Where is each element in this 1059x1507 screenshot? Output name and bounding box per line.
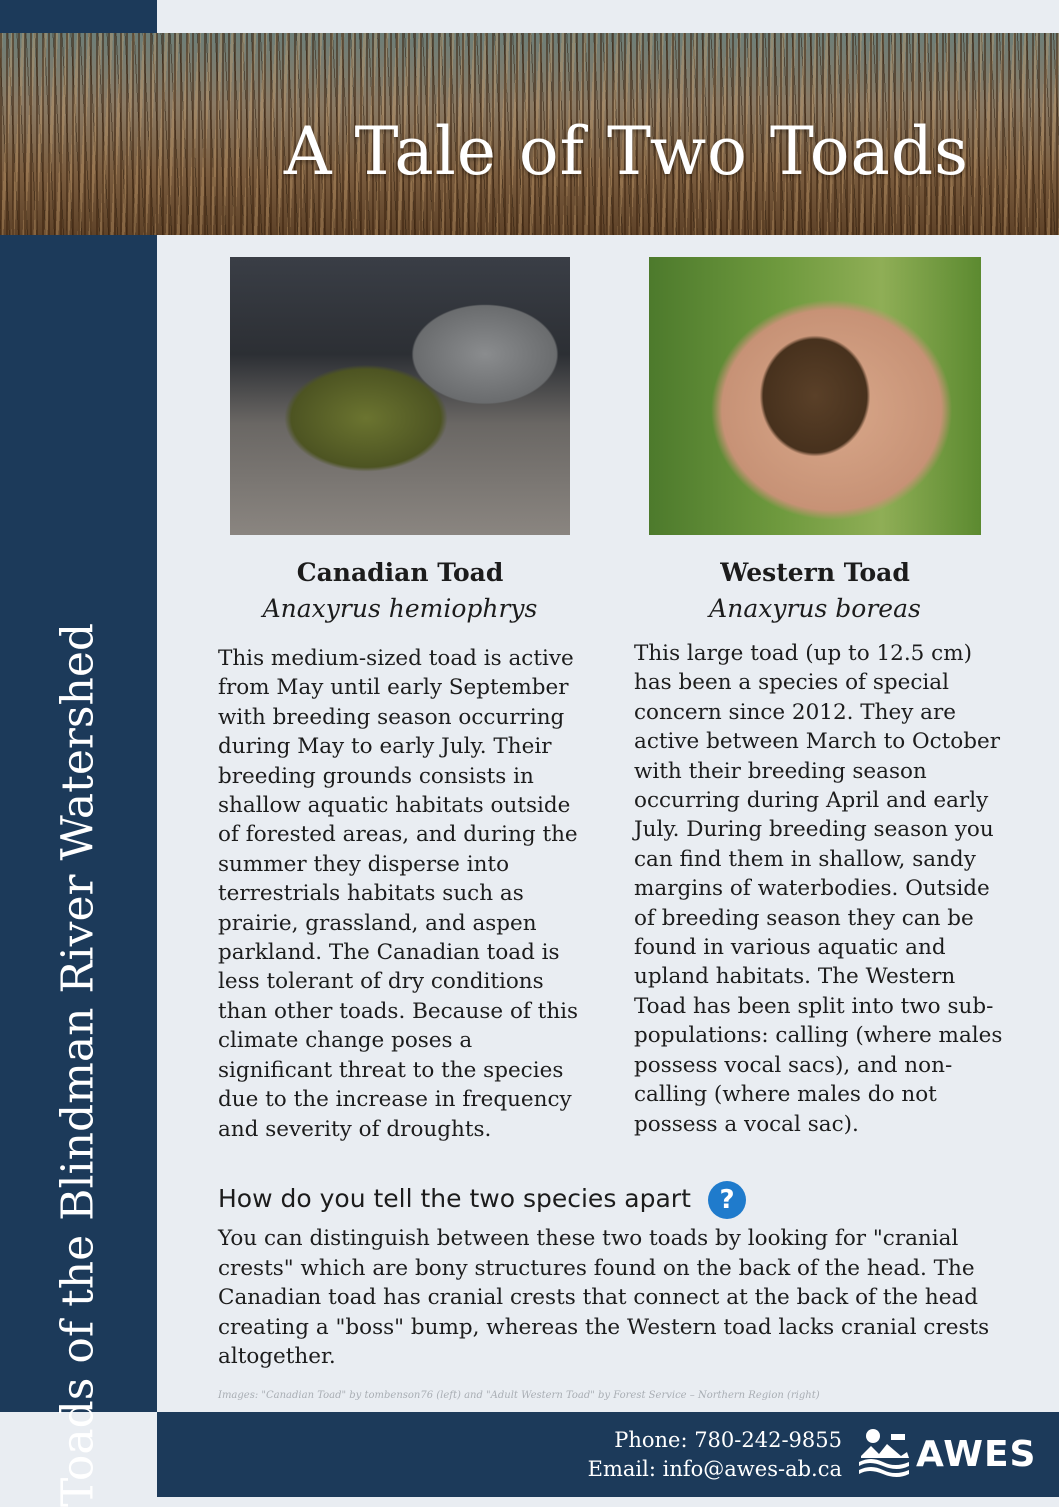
sidebar (0, 235, 157, 1507)
email-text: Email: info@awes-ab.ca (587, 1457, 842, 1481)
awes-logo-icon (857, 1426, 912, 1480)
comparison-answer: You can distinguish between these two toads by looking for "cranial crests" which are bony structures found on the back of the head. The Canadian toad has cranial crests that connect at the back of the head creating a "boss" bump, whereas the Western toad lacks cranial crests altogether. (218, 1226, 990, 1370)
phone-text: Phone: 780-242-9855 (614, 1428, 842, 1452)
canadian-toad-description: This medium-sized toad is active from May until early September with breeding season occurring during May to early July. Their breeding grounds consists in shallow aquatic habitats outside of forested areas, and during the summer they disperse into terrestrials habitats such as prairie, grassland, and aspen parkland. The Canadian toad is less tolerant of dry conditions than other toads. Because of this climate change poses a significant threat to the species due to the increase in frequency and severity of droughts. (218, 646, 579, 1142)
comparison-question: How do you tell the two species apart (218, 1184, 691, 1213)
canadian-toad-scientific-name: Anaxyrus hemiophrys (262, 594, 538, 623)
canadian-toad-photo (230, 257, 570, 535)
canadian-toad-name: Canadian Toad (296, 558, 504, 587)
western-toad-photo (649, 257, 981, 535)
western-toad-description: This large toad (up to 12.5 cm) has been a species of special concern since 2012. They are active between March to October with their breeding season occurring during April and early July. During breeding season you can find them in shallow, sandy margins of waterbodies. Outside of breeding season they can be found in various aquatic and upland habitats. The Western Toad has been split into two sub-populations: calling (where males possess vocal sacs), and non-calling (where males do not possess a vocal sac). (634, 641, 1003, 1137)
header-banner (0, 33, 1059, 235)
western-toad-scientific-name: Anaxyrus boreas (709, 594, 921, 623)
contact-info (588, 1426, 842, 1484)
footer (157, 1412, 1059, 1497)
sidebar-title: Toads of the Blindman River Watershed (52, 622, 104, 1507)
awes-logo (854, 1424, 1037, 1484)
awes-logo-text: AWES (916, 1434, 1037, 1475)
top-left-strip (0, 0, 157, 33)
help-icon: ? (708, 1181, 746, 1219)
page-title: A Tale of Two Toads (283, 113, 969, 190)
image-credits: Images: "Canadian Toad" by tombenson76 (left) and "Adult Western Toad" by Forest Service – Northern Region (right) (218, 1390, 820, 1401)
western-toad-name: Western Toad (720, 558, 910, 587)
